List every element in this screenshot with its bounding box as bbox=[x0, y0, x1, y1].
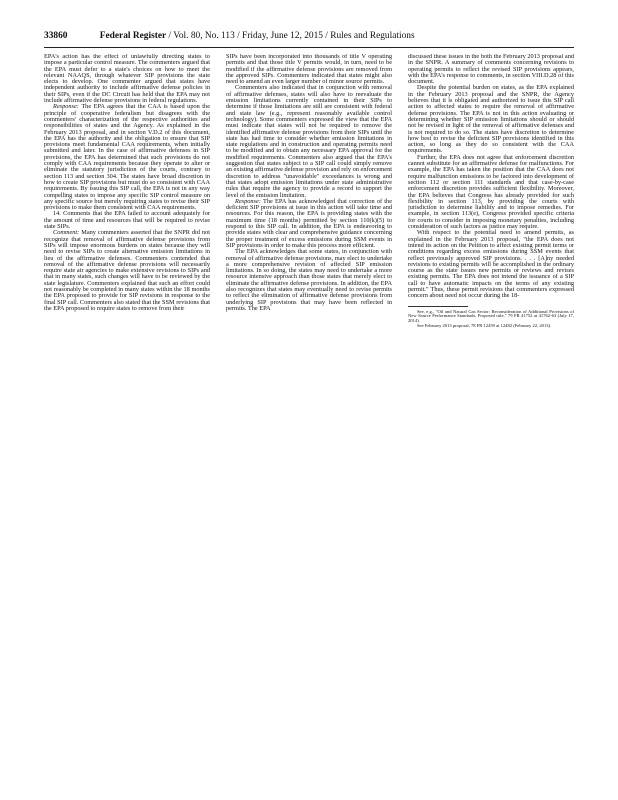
paragraph-text: Further, the EPA does not agree that enforcement discretion cannot substitute for an affirmative defense for malfunctions. For example, the EPA has taken the position that the CAA does not require malfunction emissions to be factored into development of section 112 or section 111 standards and that case-by-case enforcement discretion provides sufficient flexibility. Moreover, the EPA believes that Congress has already provided for such flexibility in section 113, by providing the courts with jurisdiction to determine liability and to impose remedies. For example, in section 113(e), Congress provided specific criteria for courts to consider in imposing monetary penalties, including consideration of such factors as justice may require. bbox=[408, 153, 574, 231]
paragraph bbox=[226, 54, 392, 85]
paragraph bbox=[44, 230, 210, 312]
paragraph bbox=[44, 54, 210, 104]
paragraph bbox=[44, 211, 210, 230]
paragraph bbox=[408, 85, 574, 154]
footnote: See, e.g., "Oil and Natural Gas Sector: Reconsideration of Additional Provisions of New Source Performance Standards, Proposed rule," 79 FR 41752 at 41762-63 (July 17, 2014). bbox=[408, 308, 574, 324]
paragraph-heading: Comment: bbox=[53, 229, 80, 237]
paragraph bbox=[408, 155, 574, 231]
page-header bbox=[44, 31, 574, 45]
header-rule bbox=[44, 47, 574, 48]
paragraph bbox=[408, 54, 574, 85]
paragraph-text: SIPs have been incorporated into thousands of title V operating permits and that those title V permits would, in turn, need to be modified if the affirmative defense provisions are removed from the approved SIPs. Commenters indicated that states might also need to amend an even larger number of minor source permits. bbox=[226, 54, 392, 86]
text-column-1 bbox=[44, 54, 210, 754]
paragraph-text: 14. Comments that the EPA failed to account adequately for the amount of time and resources that will be required to revise state SIPs. bbox=[44, 210, 210, 231]
footnote: See February 2013 proposal, 78 FR 12459 at 12482 (February 22, 2013). bbox=[417, 323, 552, 329]
paragraph bbox=[226, 249, 392, 312]
paragraph-text: Despite the potential burden on states, as the EPA explained in the February 2013 proposal and the SNPR, the Agency believes that it is obligated and authorized to issue this SIP call action to affected states to require the removal of affirmative defense provisions. The EPA is not in this action evaluating or determining whether SIP emission limitations should or should not be revised in light of the removal of affirmative defenses and is not required to do so. The states have discretion to determine how best to revise the deficient SIP provisions identified in this action, so long as they do so consistent with the CAA requirements. bbox=[408, 84, 574, 155]
issue-info: / Vol. 80, No. 113 / Friday, June 12, 2015 / Rules and Regulations bbox=[168, 31, 415, 41]
publication-name: Federal Register bbox=[99, 31, 167, 41]
footnote-rule bbox=[408, 306, 468, 307]
paragraph-text: EPA's action has the effect of unlawfully directing states to impose a particular control measure. The commenters argued that the EPA must defer to a state's choices on how to meet the relevant NAAQS, through whatever SIP provisions the state elects to develop. One commenter argued that states have independent authority to include affirmative defense policies in their SIPs, even if the DC Circuit has held that the EPA may not include affirmative defense provisions in federal regulations. bbox=[44, 54, 210, 105]
page-number: 33860 bbox=[44, 31, 68, 41]
paragraph-text: Commenters also indicated that in conjunction with removal of affirmative defenses, states will also have to reevaluate the emission limitations currently contained in their SIPs to determine if those limitations are still are consistent with federal and state law (e.g., represent reasonably available control technology). Some commenters expressed the view that the EPA must indicate that states will not be required to remove the identified affirmative defense provisions from their SIPs until the state has had time to consider whether emission limitations in state regulations and in construction and operating permits need to be modified and to obtain any necessary EPA approval for the modified requirements. Commenters also argued that the EPA's suggestion that states subject to a SIP call could simply remove an existing affirmative defense provision and rely on enforcement discretion to address "unavoidable" exceedances is wrong and that states adopt emission limitations under state administrative rules that require the agency to provide a record to support the level of the emission limitation. bbox=[226, 84, 392, 199]
paragraph-heading: Response: bbox=[53, 103, 79, 111]
paragraph bbox=[226, 199, 392, 249]
paragraph bbox=[408, 230, 574, 299]
paragraph-text: discussed these issues in the both the February 2013 proposal and in the SNPR. A summary of comments concerning revisions to operating permits to reflect the revised SIP provisions appears, with the EPA's response to comments, in section VIII.D.28 of this document. bbox=[408, 54, 574, 86]
text-column-2 bbox=[226, 54, 392, 754]
paragraph-text: The EPA acknowledges that some states, in conjunction with removal of affirmative defense provisions, may elect to undertake a more comprehensive revision of affected SIP emission limitations. In so doing, the states may need to undertake a more resource intensive approach than those states that merely elect to eliminate the affirmative defense provisions. In addition, the EPA also recognizes that states may eventually need to revise permits to reflect the elimination of affirmative defense provisions from underlying SIP provisions that may have been reflected in permits. The EPA bbox=[226, 248, 392, 312]
paragraph-text: The EPA agrees that the CAA is based upon the principle of cooperative federalism but disagrees with the commenters' characterization of the respective authorities and responsibilities of states and the Agency. As explained in the February 2013 proposal, and in section V.D.2 of this document, the EPA has the authority and the obligation to ensure that SIP provisions meet fundamental CAA requirements, when initially submitted and later. In the case of affirmative defenses in SIP provisions, the EPA has determined that such provisions do not comply with CAA requirements because they operate to alter or eliminate the statutory jurisdiction of the courts, contrary to section 113 and section 304. The states have broad discretion in how to create SIP provisions but must do so consistent with CAA requirements. By issuing this SIP call, the EPA is not in any way compelling states to impose any specific SIP control measure on any specific source but merely requiring states to revise their SIP provisions to make them consistent with CAA requirements. bbox=[44, 103, 210, 212]
paragraph bbox=[44, 104, 210, 211]
paragraph-text: With respect to the potential need to amend permits, as explained in the February 2013 proposal, "the EPA does not intend its action on the Petition to affect existing permit terms or conditions regarding excess emissions during SSM events that reflect previously approved SIP provisions. . . . [A]ny needed revisions to existing permits will be accomplished in the ordinary course as the state issues new permits or reviews and revises existing permits. The EPA does not intend the issuance of a SIP call to have automatic impacts on the terms of any existing permit." Thus, these permit revisions that commenters expressed concern about need not occur during the 18- bbox=[408, 229, 574, 300]
paragraph bbox=[226, 85, 392, 198]
paragraph-text: Many commenters asserted that the SNPR did not recognize that removal of affirmative defense provisions from SIPs will impose enormous burdens on states because they will need to revise SIPs to create alternative emission limitations in lieu of the affirmative defenses. Commenters contended that removal of the affirmative defense provisions will necessarily require state air agencies to make extensive revisions to SIPs and that in many states, such changes will have to be reviewed by the state legislature. Commenters explained that such an effort could not reasonably be completed in many states within the 18 months the EPA proposed to provide for SIP revisions in response to the final SIP call. Commenters also stated that the SSM revisions that the EPA proposed to require states to remove from their bbox=[44, 229, 210, 312]
paragraph-text: The EPA has acknowledged that correction of the deficient SIP provisions at issue in this action will take time and resources. For this reason, the EPA is providing states with the maximum time (18 months) permitted by section 110(k)(5) to respond to this SIP call. In addition, the EPA is endeavoring to provide states with clear and comprehensive guidance concerning the proper treatment of excess emissions during SSM events in SIP provisions in order to make this process more efficient. bbox=[226, 197, 392, 249]
text-column-3 bbox=[408, 54, 574, 754]
paragraph-heading: Response: bbox=[235, 197, 261, 205]
